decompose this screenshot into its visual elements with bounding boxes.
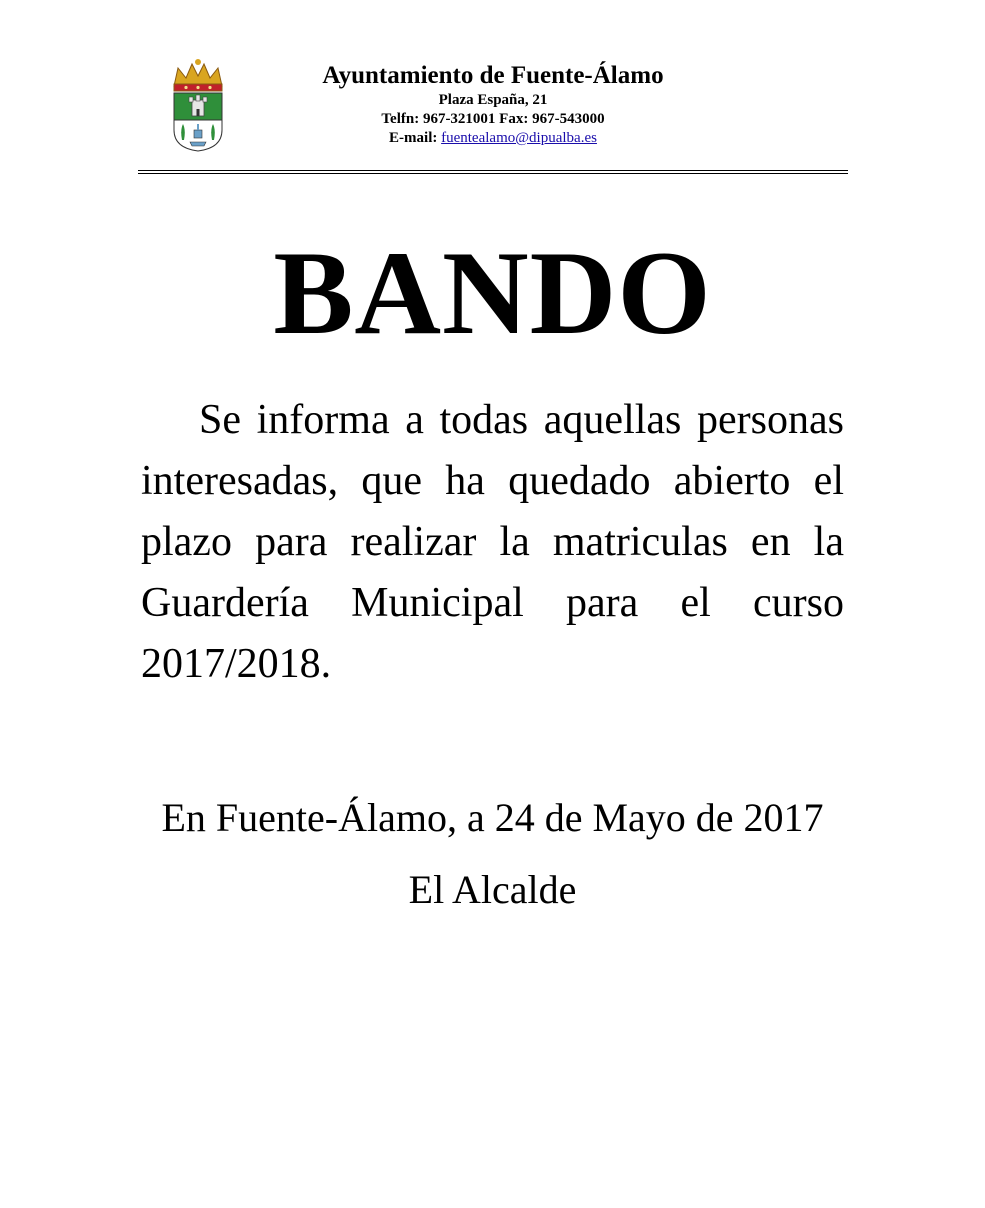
org-email-line (278, 129, 708, 148)
org-name: Ayuntamiento de Fuente-Álamo (322, 62, 664, 89)
notice-body: Se informa a todas aquellas personas interesadas, que ha quedado abierto el plazo para realizar la matriculas en la Guardería Municipal para el curso 2017/2018. (141, 397, 844, 687)
header-divider-bottom (138, 173, 848, 174)
org-address: Plaza España, 21 (438, 92, 548, 108)
org-phone-fax: Telfn: 967-321001 Fax: 967-543000 (381, 111, 605, 127)
signer: El Alcalde (408, 867, 577, 912)
letterhead (138, 55, 848, 175)
email-link[interactable]: fuentealamo@dipualba.es (441, 130, 597, 146)
org-header (278, 61, 708, 148)
place-date: En Fuente-Álamo, a 24 de Mayo de 2017 (161, 795, 824, 840)
notice-title: BANDO (273, 226, 712, 359)
header-divider-top (138, 170, 848, 171)
coat-of-arms-icon (168, 58, 228, 153)
email-label: E-mail: (389, 130, 442, 146)
